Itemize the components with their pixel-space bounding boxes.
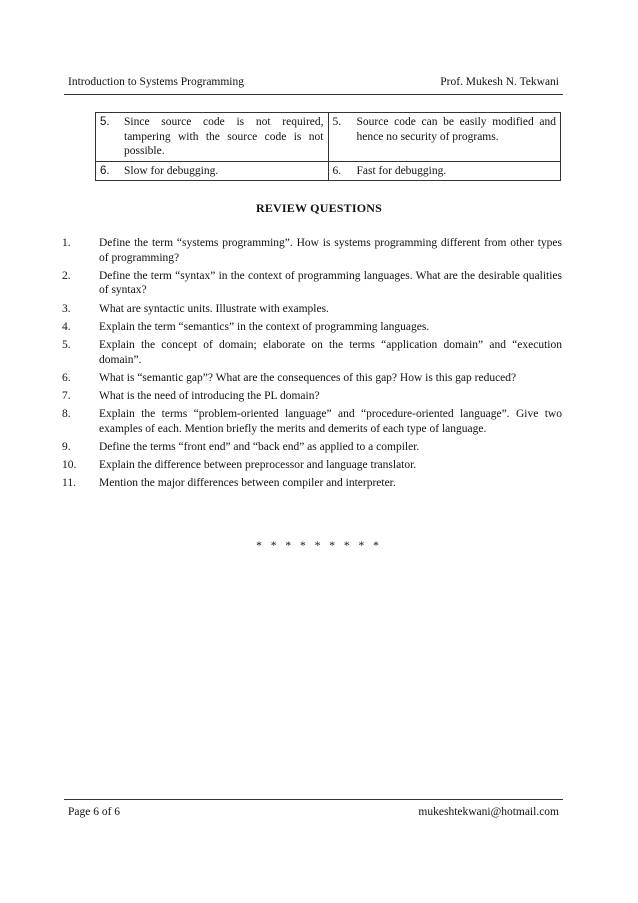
question-number: 9. [62,440,71,453]
list-item [62,338,562,367]
question-text: Mention the major differences between compiler and interpreter. [99,477,396,490]
table-row [96,113,561,162]
cell-text: Source code can be easily modified and hence no security of programs. [356,116,556,143]
question-number: 11. [62,477,76,490]
question-text: What is the need of introducing the PL domain? [99,389,320,402]
question-number: 5. [62,338,71,351]
author-email: mukeshtekwani@hotmail.com [418,806,559,818]
question-number: 4. [62,320,71,333]
table-cell-right [328,161,561,181]
question-number: 10. [62,459,77,472]
question-text: Define the terms “front end” and “back end” as applied to a compiler. [99,440,420,453]
question-text: What are syntactic units. Illustrate with examples. [99,302,329,315]
table-cell-left [96,113,329,162]
list-item [62,269,562,298]
row-number: 5. [332,116,342,128]
comparison-table [95,112,561,181]
row-number: 6. [332,164,342,177]
list-item [62,302,562,317]
list-item [62,236,562,265]
list-item [62,320,562,335]
table-cell-right [328,113,561,162]
cell-text: Since source code is not required, tampering with the source code is not possible. [124,116,324,157]
question-text: Define the term “systems programming”. How is systems programming different from other types of programming? [99,237,562,264]
question-number: 2. [62,269,71,282]
list-item [62,476,562,491]
list-item [62,440,562,455]
question-text: What is “semantic gap”? What are the consequences of this gap? How is this gap reduced? [99,371,517,384]
row-number: 6. [100,164,110,177]
question-text: Explain the terms “problem-oriented language” and “procedure-oriented language”. Give two examples of each. Mention briefly the merits and demerits of each type of language. [99,408,562,435]
question-text: Define the term “syntax” in the context of programming languages. What are the desirable qualities of syntax? [99,269,562,297]
list-item [62,407,562,436]
table-cell-left [96,161,329,181]
question-text: Explain the term “semantics” in the context of programming languages. [99,320,430,333]
question-number: 7. [62,389,71,402]
header-title: Introduction to Systems Programming [68,76,245,88]
list-item [62,458,562,473]
row-number: 5. [100,116,110,128]
question-text: Explain the difference between preprocessor and language translator. [99,459,417,472]
list-item [62,371,562,386]
question-number: 8. [62,408,71,421]
cell-text: Slow for debugging. [124,164,219,177]
section-heading: REVIEW QUESTIONS [255,201,383,215]
header-author: Prof. Mukesh N. Tekwani [440,76,559,88]
table-row [96,161,561,181]
question-number: 1. [62,237,71,249]
question-text: Explain the concept of domain; elaborate on the terms “application domain” and “execution domain”. [99,338,562,366]
list-item [62,389,562,404]
page-header [64,74,563,95]
question-number: 3. [62,302,71,315]
cell-text: Fast for debugging. [356,164,447,177]
section-separator: * * * * * * * * * [256,540,382,552]
page-footer [64,799,563,818]
question-number: 6. [62,371,71,384]
page-number: Page 6 of 6 [68,806,121,818]
review-questions-list [62,236,562,494]
